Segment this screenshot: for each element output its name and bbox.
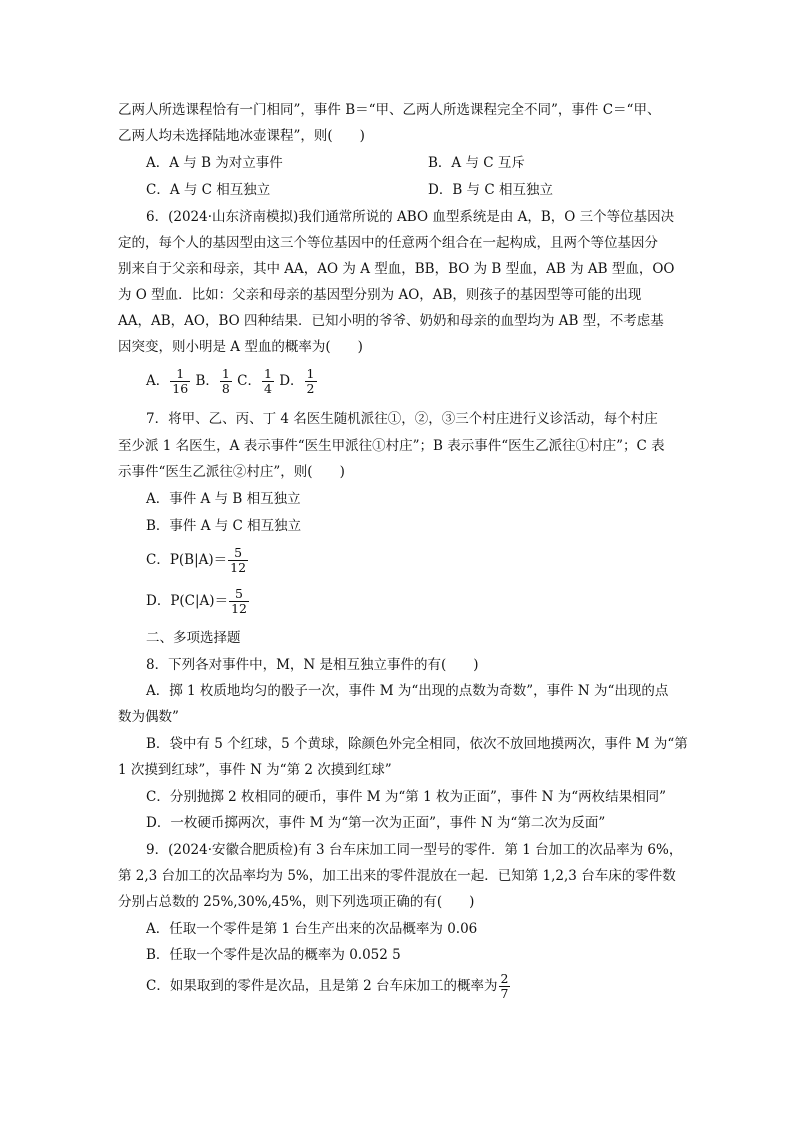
q6-option-b-fraction: $\frac{1}{8}$ bbox=[221, 366, 230, 396]
q7-option-c-label: C．P(B|A)＝ bbox=[146, 552, 228, 568]
q8-option-a-line-2: 数为偶数” bbox=[118, 709, 179, 725]
q6-line-3: 别来自于父亲和母亲，其中 AA，AO 为 A 型血，BB，BO 为 B 型血，AB 为 AB 型血，OO bbox=[118, 261, 675, 277]
q5-option-b: B．A 与 C 互斥 bbox=[428, 155, 525, 171]
q7-option-d-fraction: $\frac{5}{12}$ bbox=[231, 586, 247, 616]
q9-option-c-label: C．如果取到的零件是次品，且是第 2 台车床加工的概率为 bbox=[146, 978, 498, 994]
q6-line-6: 因突变，则小明是 A 型血的概率为( ) bbox=[118, 339, 363, 355]
q5-option-a: A．A 与 B 为对立事件 bbox=[146, 155, 283, 171]
q6-line-4: 为 O 型血．比如：父亲和母亲的基因型分别为 AO，AB，则孩子的基因型等可能的出现 bbox=[118, 287, 642, 303]
q6-option-d-label: D． bbox=[279, 373, 304, 389]
q6-line-5: AA，AB，AO，BO 四种结果．已知小明的爷爷、奶奶和母亲的血型均为 AB 型，不考虑基 bbox=[118, 313, 664, 329]
q9-option-c-fraction: $\frac{2}{7}$ bbox=[500, 971, 509, 1001]
q6-option-a-label: A． bbox=[146, 373, 170, 389]
q8-option-c: C．分别抛掷 2 枚相同的硬币，事件 M 为“第 1 枚为正面”，事件 N 为“两枚结果相同” bbox=[146, 789, 667, 805]
q5-line-2: 乙两人均未选择陆地冰壶课程”，则( ) bbox=[118, 128, 365, 144]
q7-option-c bbox=[146, 544, 249, 576]
q9-line-2: 第 2,3 台加工的次品率均为 5%，加工出来的零件混放在一起．已知第 1,2,3 台车床的零件数 bbox=[118, 868, 676, 884]
q7-option-c-fraction: $\frac{5}{12}$ bbox=[230, 545, 247, 575]
q9-option-a: A．任取一个零件是第 1 台生产出来的次品概率为 0.06 bbox=[146, 921, 478, 937]
q8-line-1: 8．下列各对事件中，M，N 是相互独立事件的有( ) bbox=[146, 657, 479, 673]
q6-option-c-label: C． bbox=[237, 373, 261, 389]
q7-option-b: B．事件 A 与 C 相互独立 bbox=[146, 518, 302, 534]
q6-options bbox=[146, 365, 318, 397]
q7-option-a: A．事件 A 与 B 相互独立 bbox=[146, 491, 301, 507]
q7-line-3: 示事件“医生乙派往②村庄”，则( ) bbox=[118, 464, 345, 480]
q7-option-d bbox=[146, 585, 250, 617]
q6-option-c-fraction: $\frac{1}{4}$ bbox=[263, 366, 272, 396]
q6-line-1: 6．(2024·山东济南模拟)我们通常所说的 ABO 血型系统是由 A，B，O 三个等位基因决 bbox=[146, 209, 675, 225]
q9-option-b: B．任取一个零件是次品的概率为 0.052 5 bbox=[146, 947, 401, 963]
q7-line-2: 至少派 1 名医生，A 表示事件“医生甲派往①村庄”；B 表示事件“医生乙派往①村庄”；C 表 bbox=[118, 438, 665, 454]
q6-option-b-label: B． bbox=[195, 373, 219, 389]
section-heading: 二、多项选择题 bbox=[146, 630, 241, 646]
q8-option-a-line-1: A．掷 1 枚质地均匀的骰子一次，事件 M 为“出现的点数为奇数”，事件 N 为“出现的点 bbox=[146, 683, 669, 699]
q6-option-a-fraction: $\frac{1}{16}$ bbox=[172, 366, 189, 396]
q5-option-c: C．A 与 C 相互独立 bbox=[146, 182, 271, 198]
q5-line-1: 乙两人所选课程恰有一门相同”，事件 B＝“甲、乙两人所选课程完全不同”，事件 C＝“甲、 bbox=[118, 102, 661, 118]
q9-line-3: 分别占总数的 25%,30%,45%，则下列选项正确的有( ) bbox=[118, 894, 475, 910]
q9-option-c bbox=[146, 968, 511, 1004]
q8-option-b-line-1: B．袋中有 5 个红球，5 个黄球，除颜色外完全相同，依次不放回地摸两次，事件 M 为“第 bbox=[146, 736, 688, 752]
q6-line-2: 定的，每个人的基因型由这三个等位基因中的任意两个组合在一起构成，且两个等位基因分 bbox=[118, 235, 658, 251]
q8-option-d: D．一枚硬币掷两次，事件 M 为“第一次为正面”，事件 N 为“第二次为反面” bbox=[146, 815, 606, 831]
q9-line-1: 9．(2024·安徽合肥质检)有 3 台车床加工同一型号的零件．第 1 台加工的次品率为 6%， bbox=[146, 842, 683, 858]
q7-line-1: 7．将甲、乙、丙、丁 4 名医生随机派往①，②，③三个村庄进行义诊活动，每个村庄 bbox=[146, 411, 658, 427]
q8-option-b-line-2: 1 次摸到红球”，事件 N 为“第 2 次摸到红球” bbox=[118, 762, 392, 778]
q7-option-d-label: D．P(C|A)＝ bbox=[146, 593, 229, 609]
q5-option-d: D．B 与 C 相互独立 bbox=[428, 182, 553, 198]
q6-option-d-fraction: $\frac{1}{2}$ bbox=[306, 366, 315, 396]
